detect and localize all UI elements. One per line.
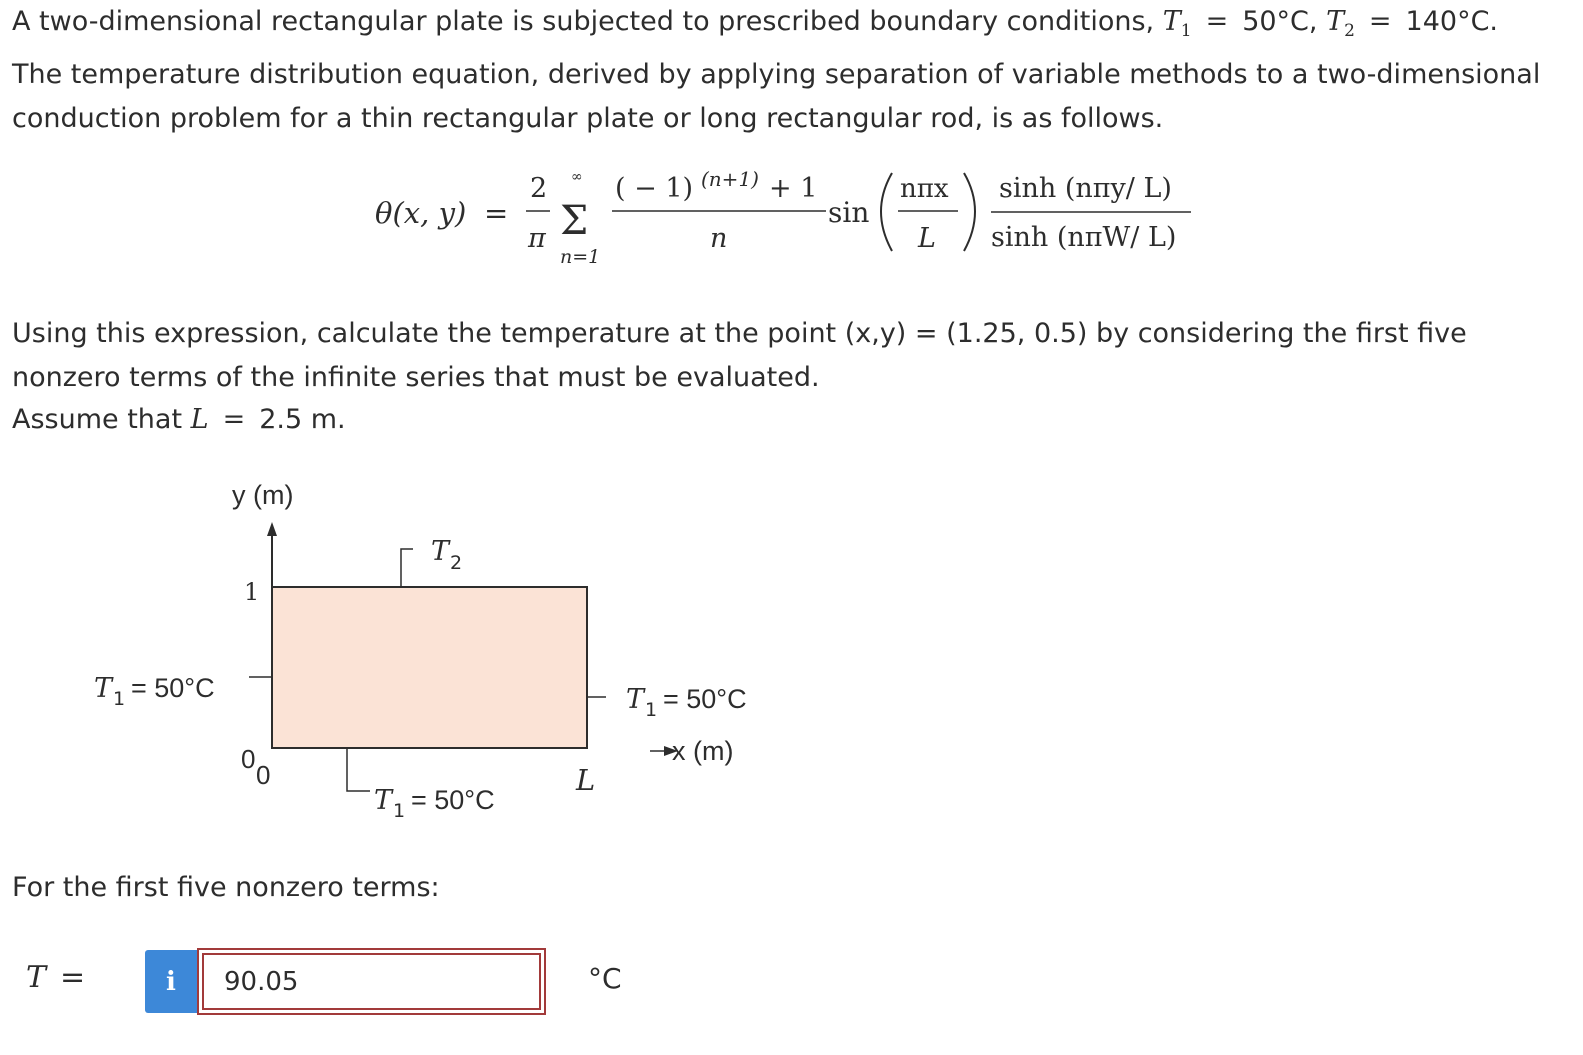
formula-equals: = [484,196,509,230]
top-t-symbol: T [431,536,450,567]
origin-y-label: 0 [241,744,256,774]
t1-subscript: 1 [1180,21,1192,41]
t2-equals: = [1368,6,1392,37]
answer-field-frame [197,948,546,1015]
bottom-t-symbol: T [374,785,393,816]
answer-symbol: T [26,960,47,995]
temperature-formula [0,0,1583,300]
intro-text: A two-dimensional rectangular plate is subjected to prescribed boundary conditions, [12,6,1155,37]
assume-prefix: Assume that [12,404,183,435]
y-tick-1: 1 [244,578,260,606]
formula-left-paren [881,173,892,251]
left-t-subscript: 1 [113,688,126,710]
formula-sum-symbol: Σ [560,198,589,244]
bottom-t-subscript: 1 [393,800,406,822]
y-axis-arrowhead [267,522,277,536]
x-axis-label: x (m) [672,736,734,766]
answer-input[interactable] [202,953,541,1010]
formula-sinh-num: sinh (nπy/ L) [999,173,1172,204]
top-leader-line [401,549,413,587]
t2-symbol: T [1326,6,1345,37]
y-axis-label: y (m) [232,480,294,510]
formula-term-plus: + 1 [769,173,818,204]
formula-coef-den: π [528,223,546,254]
formula-term-num: ( − 1) [615,173,694,204]
problem-intro: A two-dimensional rectangular plate is subjected to prescribed boundary conditions, $T_1 = 50^\circ C$, $T_2 = 140^\circ C$. The temperature distribution equation, derived by applying separation of variable methods to a two-dimensional conduction problem for a thin rectangular plate or long rectangular rod, is as follows. [12,0,1567,141]
left-boundary-label: = 50°C [131,673,215,703]
assume-equals: = [222,404,246,435]
t2-subscript: 2 [1344,21,1355,41]
right-t-symbol: T [626,684,645,715]
assume-value: 2.5 m. [259,404,346,435]
assume-symbol: L [190,404,209,435]
formula-sin-arg-num: nπx [900,174,949,204]
formula-coef-num: 2 [530,173,548,204]
answer-prompt: For the first five nonzero terms: [12,872,440,903]
problem-question: Using this expression, calculate the temperature at the point (x,y) = (1.25, 0.5) by considering the first five nonzero terms of the infinite series that must be evaluated. [12,318,1467,393]
plate-rectangle [272,587,587,748]
t1-value: 50°C [1242,6,1309,37]
t2-value: 140°C. [1405,6,1499,37]
formula-sin-arg-den: L [918,223,936,254]
x-tick-l: L [576,763,596,797]
problem-assumption [12,398,1567,442]
bottom-boundary-label: = 50°C [411,785,495,815]
formula-sum-upper: ∞ [571,169,583,185]
problem-description: The temperature distribution equation, derived by applying separation of variable methods to a two-dimensional conduction problem for a thin rectangular plate or long rectangular rod, is as follows. [12,59,1541,134]
t1-equals: = [1205,6,1229,37]
formula-sinh-den: sinh (nπW/ L) [991,222,1177,253]
right-t-subscript: 1 [645,699,658,721]
bottom-leader-line [347,748,370,791]
formula-term-exponent: (n+1) [701,167,759,191]
info-icon[interactable]: i [145,950,197,1013]
answer-label [26,960,99,995]
formula-right-paren [964,173,975,251]
t1-symbol: T [1162,6,1181,37]
answer-equals: = [60,960,86,995]
formula-lhs: θ(x, y) [375,196,467,230]
left-t-symbol: T [94,673,113,704]
origin-x-label: 0 [256,760,271,790]
top-t-subscript: 2 [450,552,463,574]
formula-sum-lower: n=1 [560,246,601,268]
answer-unit: °C [588,962,622,995]
right-boundary-label: = 50°C [663,684,747,714]
formula-sin: sin [828,196,870,229]
formula-term-den: n [710,223,728,254]
